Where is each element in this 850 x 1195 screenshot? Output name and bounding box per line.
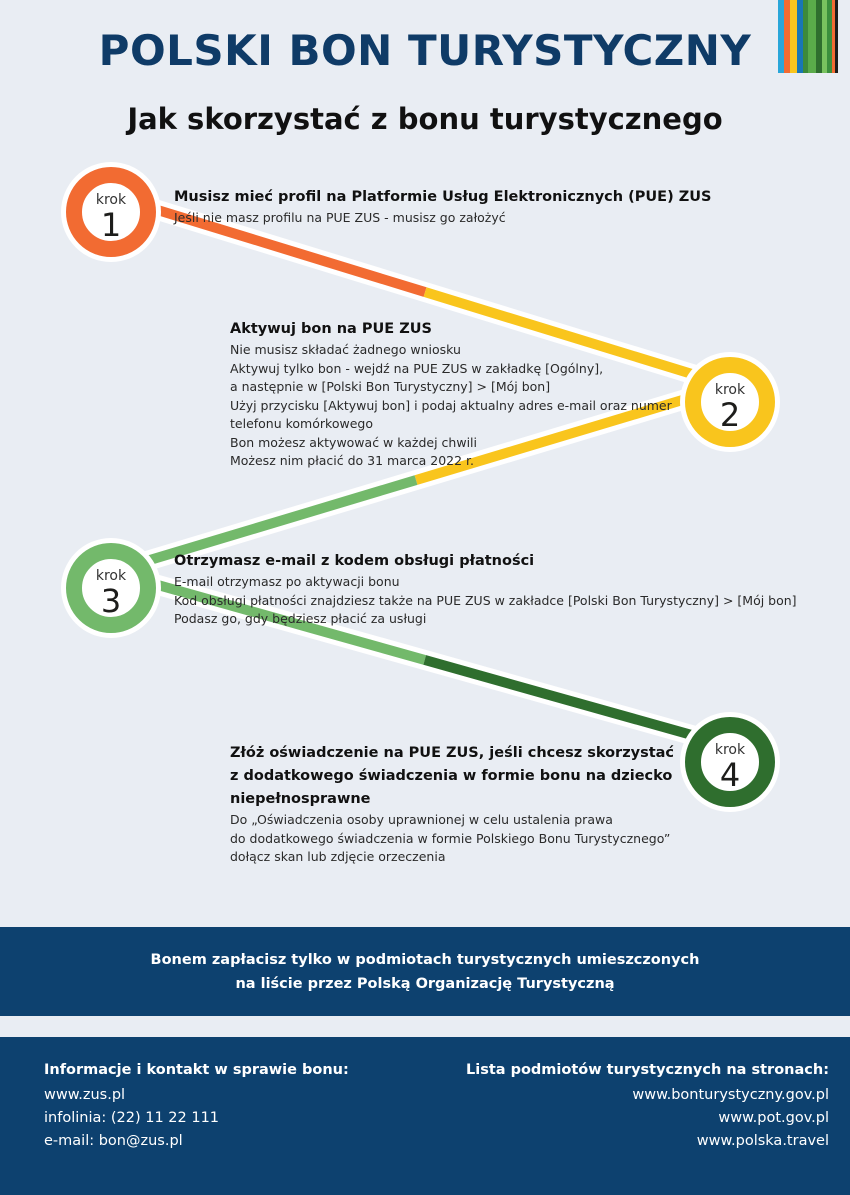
- footer-phone: infolinia: (22) 11 22 111: [44, 1110, 220, 1126]
- footer-contact-heading: Informacje i kontakt w sprawie bonu:: [44, 1062, 349, 1078]
- step-3-line: Kod obsługi płatności znajdziesz także na PUE ZUS w zakładce [Polski Bon Turystyczny] > [Mój bon]: [174, 592, 797, 608]
- step-4-heading: Złóż oświadczenie na PUE ZUS, jeśli chcesz skorzystać: [230, 745, 675, 761]
- step-3-number: 3: [100, 582, 122, 620]
- step-2-text: [230, 318, 680, 471]
- step-4-badge: [680, 712, 780, 812]
- step-1-heading: Musisz mieć profil na Platformie Usług Elektronicznych (PUE) ZUS: [174, 189, 712, 205]
- step-4-heading: niepełnosprawne: [230, 791, 371, 807]
- step-4-number: 4: [719, 756, 741, 794]
- step-2-heading: Aktywuj bon na PUE ZUS: [230, 321, 432, 337]
- step-1-text: [174, 186, 734, 228]
- step-4-heading: z dodatkowego świadczenia w formie bonu na dziecko: [230, 768, 673, 784]
- footer-link-pot[interactable]: www.pot.gov.pl: [718, 1110, 829, 1126]
- step-3-badge: [61, 538, 161, 638]
- step-2-krok-label: krok: [714, 382, 746, 398]
- step-4-line: do dodatkowego świadczenia w formie Polskiego Bonu Turystycznego”: [230, 830, 671, 846]
- step-2-line: telefonu komórkowego: [230, 416, 373, 431]
- footer-list: [466, 1059, 829, 1153]
- step-2-line: Aktywuj tylko bon - wejdź na PUE ZUS w zakładkę [Ogólny],: [230, 360, 604, 376]
- step-3-line: Podasz go, gdy będziesz płacić za usługi: [174, 611, 427, 626]
- step-1-line: Jeśli nie masz profilu na PUE ZUS - musisz go założyć: [174, 210, 506, 225]
- step-1-badge: [61, 162, 161, 262]
- step-2-line: Nie musisz składać żadnego wniosku: [230, 342, 461, 357]
- banner-line-2: na liście przez Polską Organizację Turystyczną: [235, 975, 615, 992]
- page-title: POLSKI BON TURYSTYCZNY: [98, 26, 752, 75]
- footer-link-zus[interactable]: www.zus.pl: [44, 1087, 126, 1103]
- footer-contact: [44, 1059, 349, 1153]
- step-2-number: 2: [719, 396, 741, 434]
- step-1-krok-label: krok: [95, 192, 127, 208]
- info-banner: [0, 927, 850, 1016]
- step-2-line: Bon możesz aktywować w każdej chwili: [230, 434, 477, 450]
- footer-link-bonturystyczny[interactable]: www.bonturystyczny.gov.pl: [632, 1087, 829, 1103]
- step-2-badge: [680, 352, 780, 452]
- step-3-heading: Otrzymasz e-mail z kodem obsługi płatności: [174, 553, 535, 569]
- step-3-krok-label: krok: [95, 568, 127, 584]
- step-2-line: Możesz nim płacić do 31 marca 2022 r.: [230, 453, 475, 468]
- footer: [0, 1037, 850, 1195]
- step-4-text: [230, 742, 690, 867]
- step-3-line: E-mail otrzymasz po aktywacji bonu: [174, 574, 400, 589]
- step-1-number: 1: [100, 206, 122, 244]
- step-4-krok-label: krok: [714, 742, 746, 758]
- footer-list-heading: Lista podmiotów turystycznych na stronach:: [465, 1062, 829, 1078]
- step-3-text: [174, 550, 814, 629]
- step-4-line: Do „Oświadczenia osoby uprawnionej w celu ustalenia prawa: [230, 812, 613, 827]
- footer-email[interactable]: e-mail: bon@zus.pl: [44, 1133, 183, 1149]
- step-4-line: dołącz skan lub zdjęcie orzeczenia: [230, 849, 446, 864]
- banner-line-1: Bonem zapłacisz tylko w podmiotach turystycznych umieszczonych: [150, 951, 700, 968]
- page-subtitle: Jak skorzystać z bonu turystycznego: [127, 102, 723, 136]
- step-2-line: a następnie w [Polski Bon Turystyczny] > [Mój bon]: [230, 379, 551, 394]
- step-2-line: Użyj przycisku [Aktywuj bon] i podaj aktualny adres e-mail oraz numer: [230, 397, 672, 413]
- footer-link-polska-travel[interactable]: www.polska.travel: [696, 1133, 829, 1149]
- path-segment-3b: [425, 660, 734, 747]
